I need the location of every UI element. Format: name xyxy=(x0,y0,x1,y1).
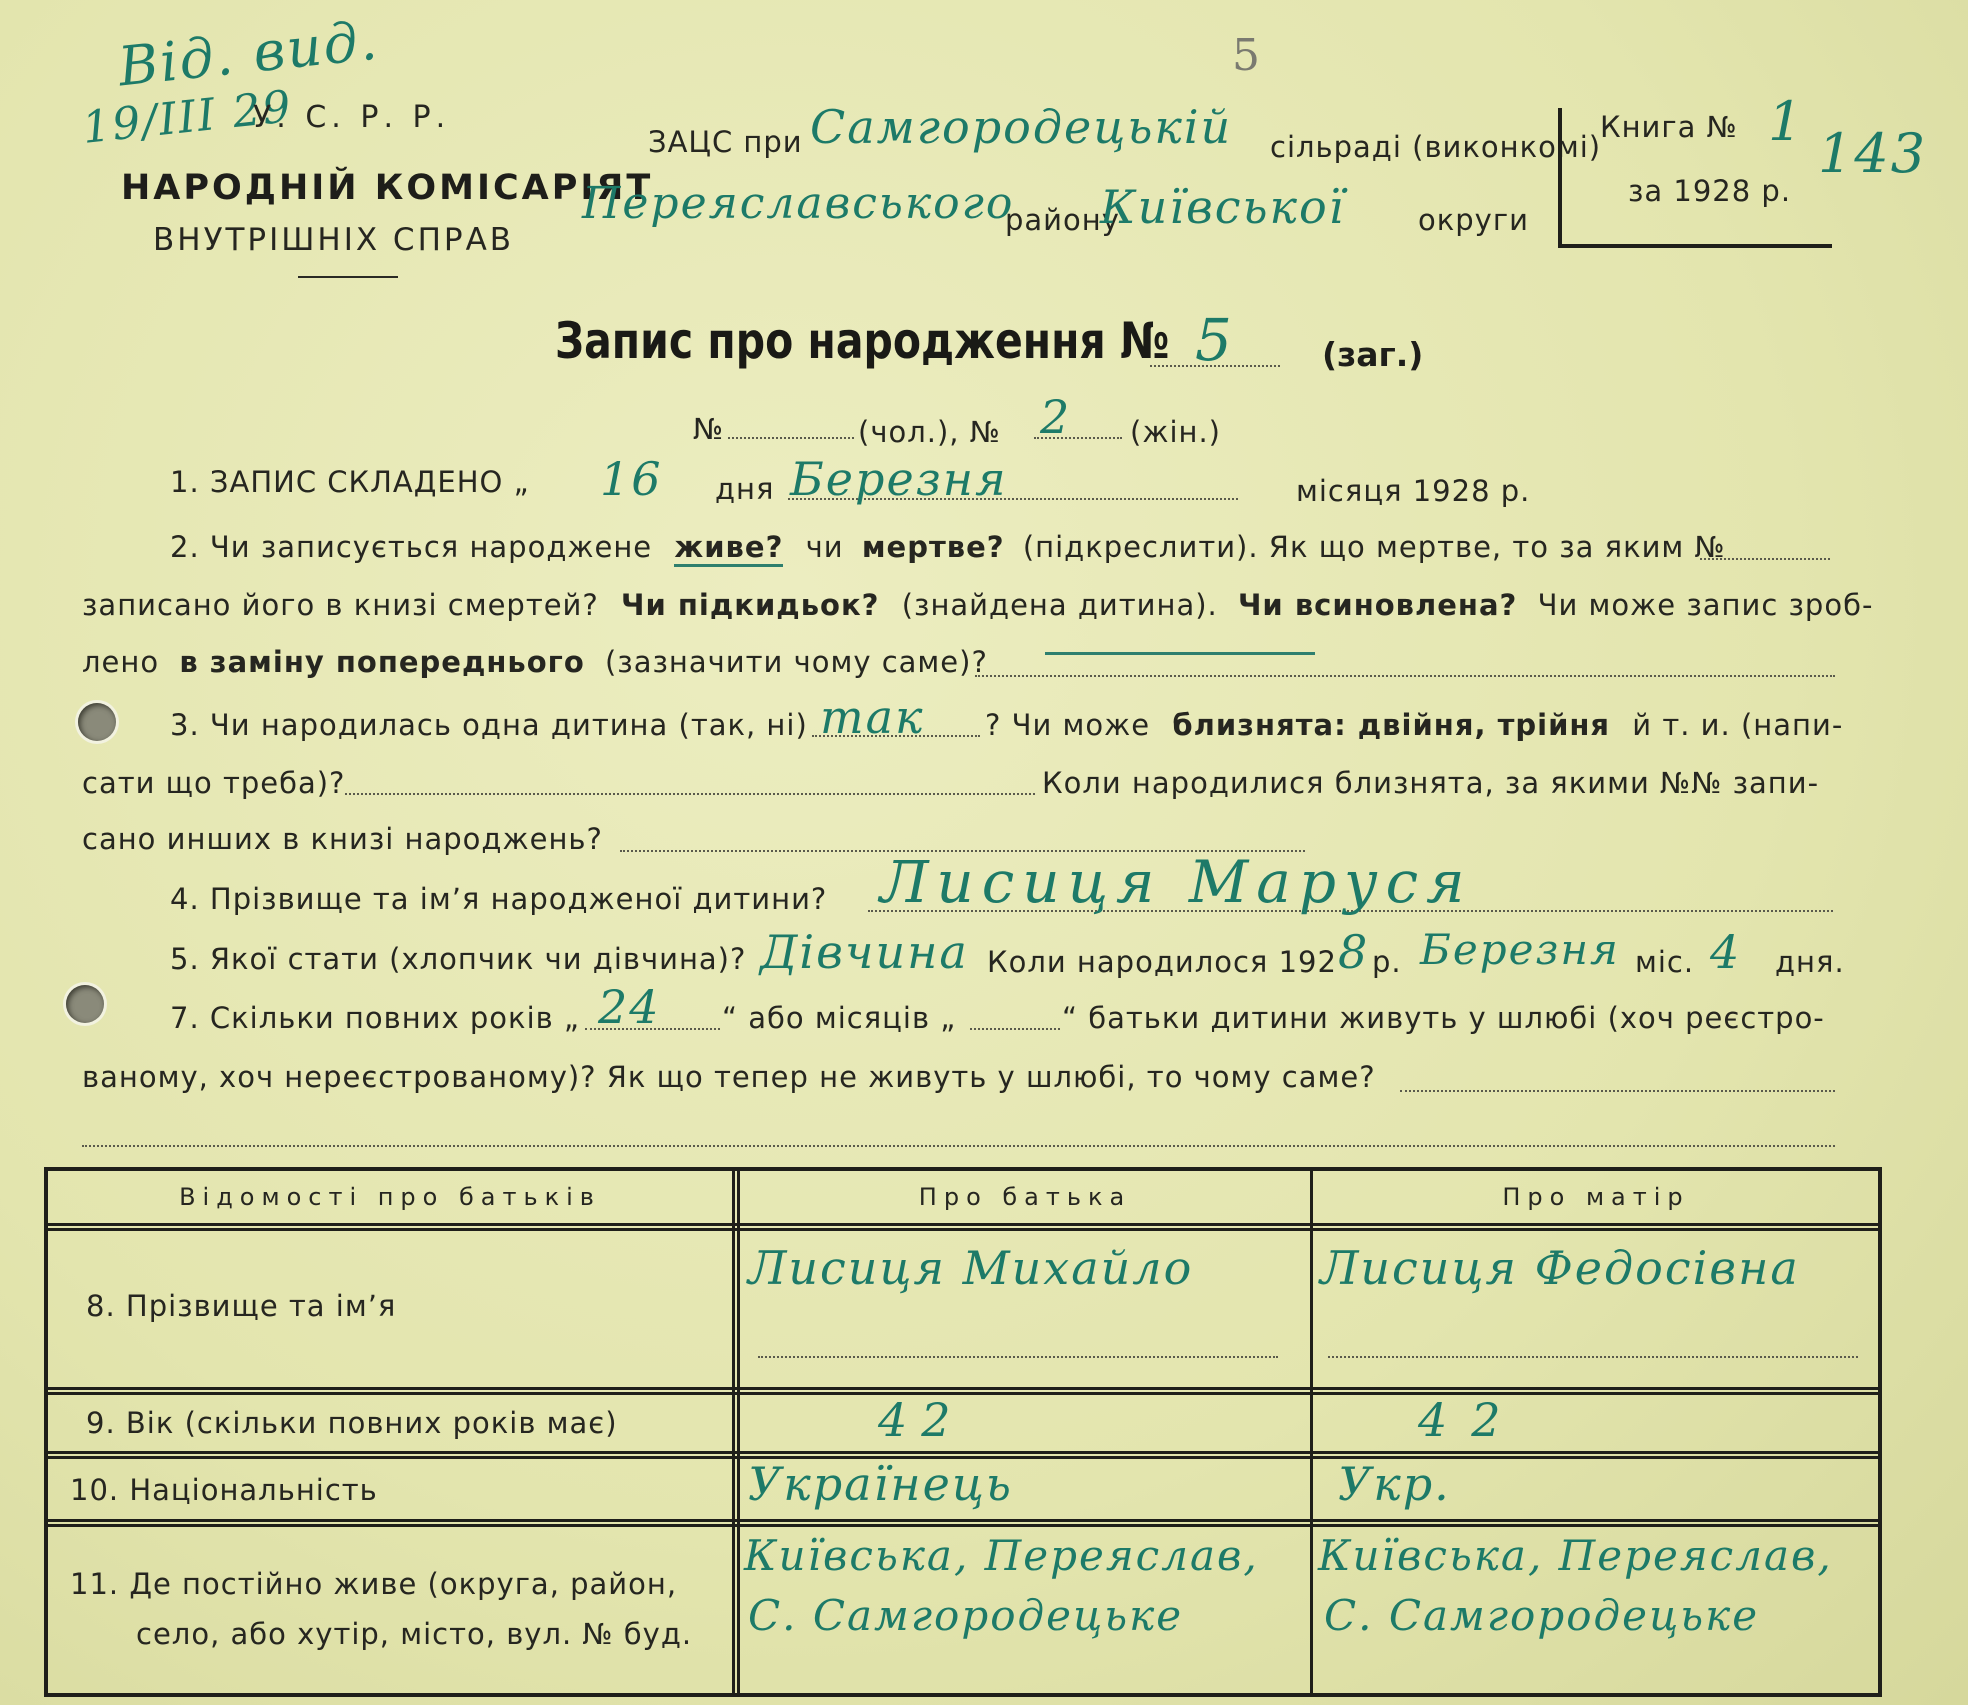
top-number: 5 xyxy=(1232,30,1260,81)
mother-nationality: Укр. xyxy=(1338,1457,1451,1511)
q5-r: р. xyxy=(1372,945,1402,979)
year-label: за 1928 р. xyxy=(1628,174,1792,208)
male-prefix: № xyxy=(693,412,725,446)
q3-b-pre: сати що треба)? xyxy=(82,766,346,800)
q7-years: 24 xyxy=(598,980,661,1034)
q2-b-foundling: Чи підкидьок? xyxy=(621,588,880,622)
table-header-info: Відомості про батьків xyxy=(179,1183,601,1211)
okrug-value: Київської xyxy=(1100,180,1346,234)
q7-b: ваному, хоч нереєстрованому)? Як що тепер не живуть у шлюбі, то чому саме? xyxy=(82,1060,1376,1094)
q3-c: сано инших в книзі народжень? xyxy=(82,822,603,856)
q5-dnya: дня. xyxy=(1775,945,1845,979)
row-residence-label-line1: 11. Де постійно живе (округа, район, xyxy=(70,1567,678,1601)
row-name-label: 8. Прізвище та ім’я xyxy=(86,1289,397,1323)
q1-day: 16 xyxy=(600,452,663,506)
father-residence-line1: Київська, Переяслав, xyxy=(744,1531,1259,1580)
header-divider xyxy=(298,276,398,278)
record-title: Запис про народження № xyxy=(555,312,1170,370)
q3-a-post: й т. и. (напи- xyxy=(1632,708,1844,742)
district-label: району xyxy=(1005,203,1120,237)
district-value: Переяславського xyxy=(582,178,1015,229)
q2-a-mid: чи xyxy=(805,530,844,564)
q2-line-b xyxy=(82,588,1873,622)
corner-note-line2: 19/ІІІ 29 xyxy=(79,81,296,154)
mother-residence-line2: С. Самгородецьке xyxy=(1324,1591,1760,1640)
female-label: (жін.) xyxy=(1130,415,1221,449)
q7-a-post: “ батьки дитини живуть у шлюбі (хоч реєстро- xyxy=(1062,1001,1825,1035)
q5-year-digit: 8 xyxy=(1338,925,1370,979)
q3-line-a-rest xyxy=(985,708,1843,742)
q2-b-mid: (знайдена дитина). xyxy=(901,588,1218,622)
q2-a-post: (підкреслити). Як що мертве, то за яким № xyxy=(1022,530,1726,564)
q1-mid: дня xyxy=(715,472,775,506)
q1-prefix: 1. ЗАПИС СКЛАДЕНО „ xyxy=(170,465,530,499)
father-name: Лисиця Михайло xyxy=(748,1241,1194,1295)
q5-born-label: Коли народилося 192 xyxy=(987,945,1337,979)
q2-c-post: (зазначити чому саме)? xyxy=(604,645,988,679)
q2-a-live: живе? xyxy=(674,530,783,567)
q5-answer: Дівчина xyxy=(760,925,969,979)
q5-day: 4 xyxy=(1710,925,1742,979)
female-number: 2 xyxy=(1040,390,1072,444)
q3-b-post: Коли народилися близнята, за якими №№ запи- xyxy=(1042,766,1820,800)
q4-answer: Лисиця Маруся xyxy=(880,848,1473,916)
row-residence-label-line2: село, або хутір, місто, вул. № буд. xyxy=(136,1617,693,1651)
table-header-father: Про батька xyxy=(918,1183,1132,1211)
q7-a-mid: “ або місяців „ xyxy=(722,1001,957,1035)
parents-table xyxy=(44,1167,1882,1697)
row-nationality-label: 10. Національність xyxy=(70,1473,378,1507)
book-label: Книга № xyxy=(1600,110,1738,144)
q4-label: 4. Прізвище та ім’я народженої дитини? xyxy=(170,882,828,916)
q2-b-adopted: Чи всиновлена? xyxy=(1237,588,1518,622)
q2-a-dead: мертве? xyxy=(861,530,1005,564)
mother-name: Лисиця Федосівна xyxy=(1320,1241,1800,1295)
q2-line-a xyxy=(170,530,1726,564)
okrug-label: округи xyxy=(1418,203,1529,237)
q2-c-pre: лено xyxy=(82,645,160,679)
commissariat-line2: ВНУТРІШНІХ СПРАВ xyxy=(153,222,515,258)
male-label: (чол.), № xyxy=(858,415,1001,449)
corner-note-line1: Від. вид. xyxy=(115,8,382,99)
father-age: 42 xyxy=(878,1393,965,1447)
q1-month: Березня xyxy=(790,452,1008,506)
father-residence-line2: С. Самгородецьке xyxy=(748,1591,1184,1640)
table-header-mother: Про матір xyxy=(1502,1183,1690,1211)
total-number: 5 xyxy=(1195,306,1234,374)
q2-line-c xyxy=(82,645,988,679)
q5-month: Березня xyxy=(1420,925,1620,974)
council-label: сільраді (виконкомі) xyxy=(1270,130,1602,164)
zags-value: Самгородецькій xyxy=(810,100,1233,154)
book-number: 1 xyxy=(1768,90,1805,153)
q3-a-pre: 3. Чи народилась одна дитина (так, ні) xyxy=(170,708,808,742)
binder-hole-bottom xyxy=(66,985,104,1023)
republic-label: У. С. Р. Р. xyxy=(253,100,451,135)
q3-a-answer: так xyxy=(820,690,925,744)
row-age-label: 9. Вік (скільки повних років має) xyxy=(86,1406,618,1440)
mother-residence-line1: Київська, Переяслав, xyxy=(1318,1531,1833,1580)
q5-label: 5. Якої стати (хлопчик чи дівчина)? xyxy=(170,942,747,976)
q7-a-pre: 7. Скільки повних років „ xyxy=(170,1001,580,1035)
q3-a-mid: ? Чи може xyxy=(985,708,1151,742)
father-nationality: Українець xyxy=(748,1457,1013,1511)
q2-a-pre: 2. Чи записується народжене xyxy=(170,530,653,564)
q3-a-twins: близнята: двійня, трійня xyxy=(1172,708,1611,742)
commissariat-line1: НАРОДНІЙ КОМІСАРІЯТ xyxy=(121,168,654,208)
q1-suffix: місяця 1928 р. xyxy=(1296,474,1531,508)
q2-c-replacement: в заміну попереднього xyxy=(179,645,585,679)
book-corner-number: 143 xyxy=(1818,122,1928,185)
total-suffix: (заг.) xyxy=(1322,335,1424,374)
q5-mis: міс. xyxy=(1635,945,1695,979)
zags-label: ЗАЦС при xyxy=(648,125,803,159)
binder-hole-top xyxy=(78,703,116,741)
mother-age: 42 xyxy=(1418,1393,1525,1447)
q2-b-pre: записано його в книзі смертей? xyxy=(82,588,599,622)
q2-b-post: Чи може запис зроб- xyxy=(1537,588,1874,622)
